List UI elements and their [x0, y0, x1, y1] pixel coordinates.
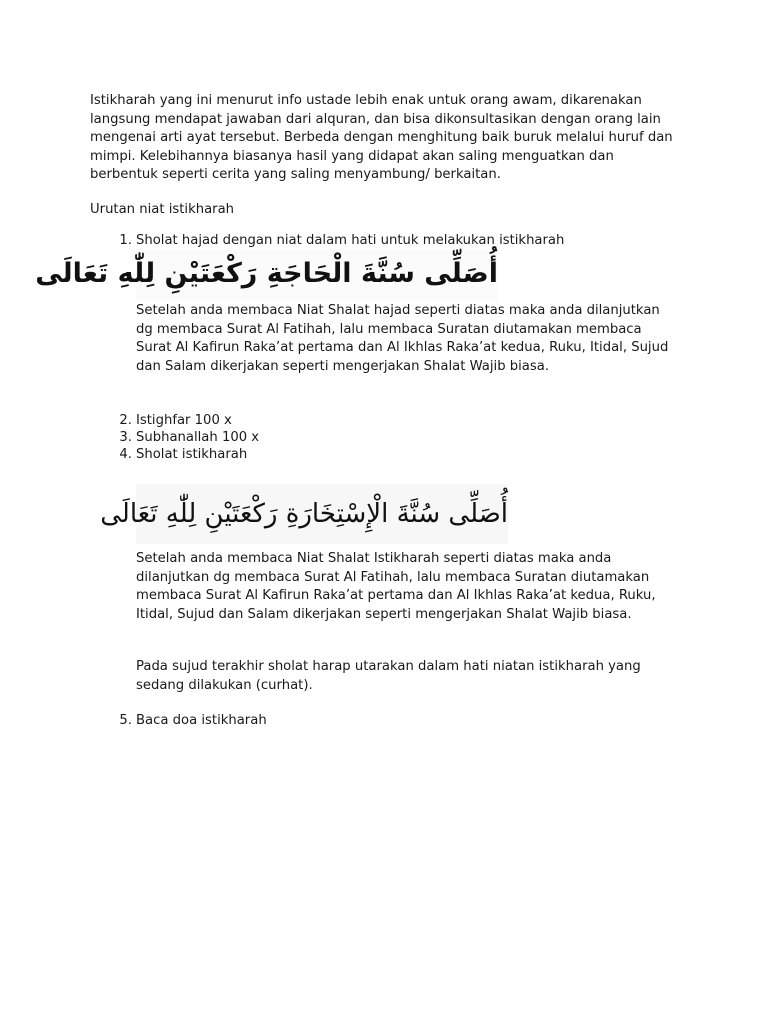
- list-item-text: Sholat istikharah: [136, 447, 248, 462]
- intro-paragraph: Istikharah yang ini menurut info ustade lebih enak untuk orang awam, dikarenakan langsung mendapat jawaban dari alquran, dan bisa dikonsultasikan dengan orang lain mengenai arti ayat tersebut. Berbeda dengan menghitung baik buruk melalui huruf dan mimpi. Kelebihannya biasanya hasil yang didapat akan saling menguatkan dan berbentuk seperti cerita yang saling menyambung/ berkaitan.: [90, 93, 673, 183]
- paragraph-after-istikharah: Setelah anda membaca Niat Shalat Istikharah seperti diatas maka anda dilanjutkan dg membaca Surat Al Fatihah, lalu membaca Suratan diutamakan membaca Surat Al Kafirun Raka’at pertama dan Al Ikhlas Raka’at kedua, Ruku, Itidal, Sujud dan Salam dikerjakan seperti mengerjakan Shalat Wajib biasa.: [136, 551, 656, 622]
- list-item: [119, 446, 676, 465]
- list-item: [119, 232, 676, 251]
- list-number: 5.: [119, 713, 132, 728]
- section-heading: Urutan niat istikharah: [90, 202, 235, 217]
- paragraph-sujud-note: Pada sujud terakhir sholat harap utarakan dalam hati niatan istikharah yang sedang dilakukan (curhat).: [136, 659, 641, 693]
- list-item: [119, 712, 676, 731]
- list-number: 4.: [119, 447, 132, 462]
- paragraph-after-hajat: Setelah anda membaca Niat Shalat hajad seperti diatas maka anda dilanjutkan dg membaca Surat Al Fatihah, lalu membaca Suratan diutamakan membaca Surat Al Kafirun Raka’at pertama dan Al Ikhlas Raka’at kedua, Ruku, Itidal, Sujud dan Salam dikerjakan seperti mengerjakan Shalat Wajib biasa.: [136, 303, 669, 374]
- list-number: 2.: [119, 413, 132, 428]
- arabic-niat-hajat: أُصَلِّى سُنَّةَ الْحَاجَةِ رَكْعَتَيْنِ لِلّٰهِ تَعَالَى: [35, 258, 498, 289]
- arabic-niat-istikharah: أُصَلِّى سُنَّةَ الْإِسْتِخَارَةِ رَكْعَتَيْنِ لِلّٰهِ تَعَالَى: [136, 484, 508, 544]
- list-item-text: Subhanallah 100 x: [136, 430, 260, 445]
- list-number: 3.: [119, 430, 132, 445]
- list-item-text: Baca doa istikharah: [136, 713, 267, 728]
- list-item-text: Sholat hajad dengan niat dalam hati untuk melakukan istikharah: [136, 233, 565, 248]
- list-number: 1.: [119, 233, 132, 248]
- list-item: [119, 429, 676, 448]
- list-item: [119, 412, 676, 431]
- list-item-text: Istighfar 100 x: [136, 413, 232, 428]
